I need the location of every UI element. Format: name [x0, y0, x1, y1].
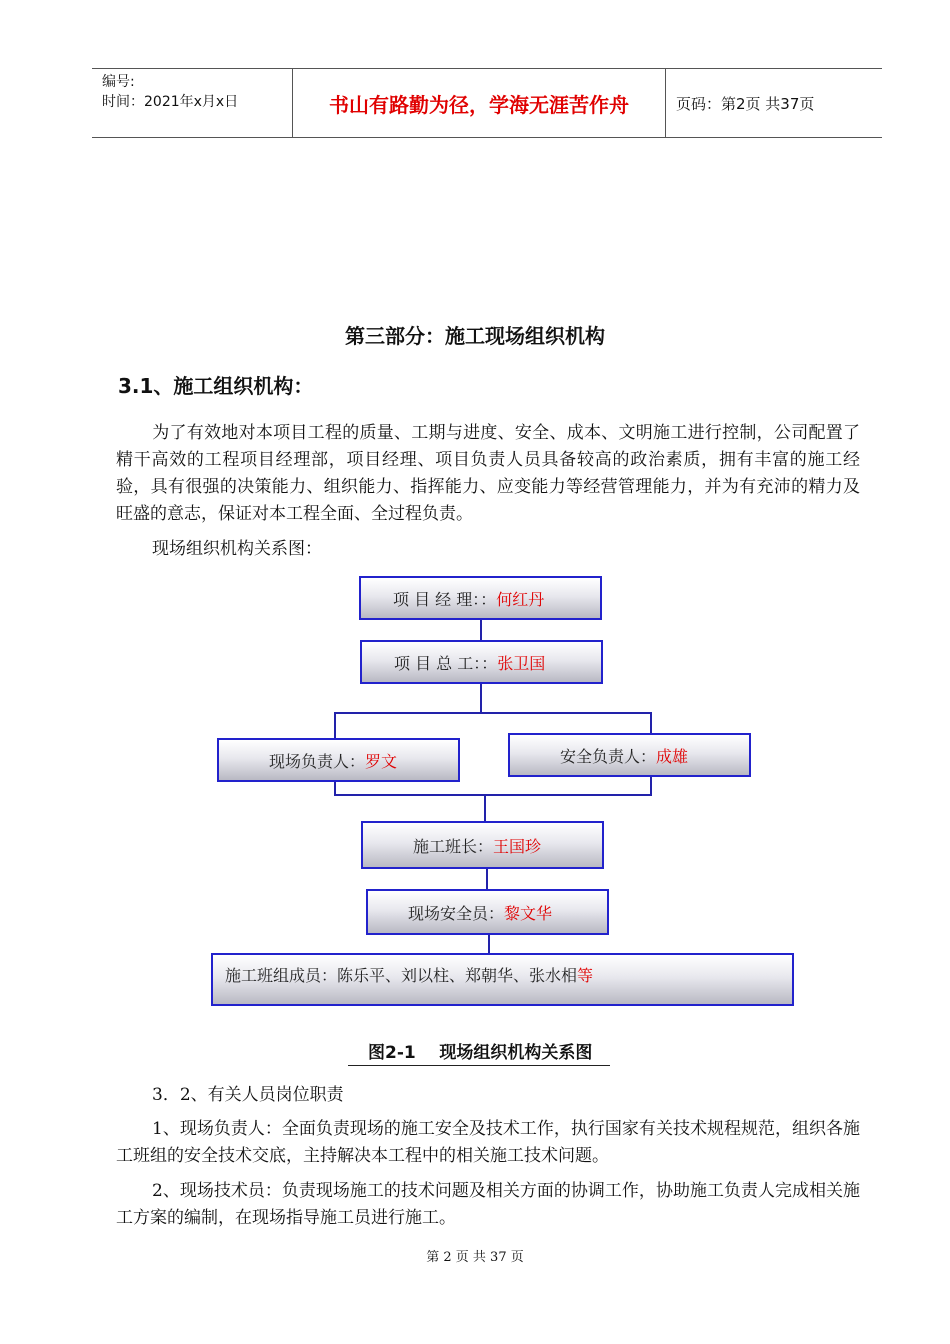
page-footer: 第 2 页 共 37 页 [426, 1250, 524, 1265]
header-time-label: 时间：2021年x月x日 [102, 94, 239, 110]
chief-engineer-name: 张卫国 [497, 653, 546, 673]
connector-top-horizontal [334, 712, 652, 714]
chart-label: 现场组织机构关系图： [152, 539, 322, 559]
header-page-info: 页码：第2页 共37页 [676, 94, 815, 113]
duty-paragraph-1 [116, 1116, 860, 1170]
figure-caption: 图2-1 现场组织机构关系图 [348, 1038, 610, 1066]
connector-foreman-safety [486, 868, 488, 890]
page-title: 第三部分：施工现场组织机构 [345, 324, 605, 348]
foreman-box [361, 821, 604, 869]
site-lead-name: 罗文 [365, 751, 398, 771]
pm-label: 项 目 经 理：： [393, 589, 497, 609]
duty-paragraph-2 [116, 1178, 860, 1232]
connector-bottom-horizontal [334, 794, 652, 796]
site-lead-label: 现场负责人： [269, 751, 366, 771]
header-number-label: 编号: [102, 74, 135, 90]
connector-pm-chief [480, 619, 482, 641]
team-members-label: 施工班组成员：陈乐平、刘以柱、郑朝华、张水相 [225, 966, 578, 985]
intro-paragraph-text: 为了有效地对本项目工程的质量、工期与进度、安全、成本、文明施工进行控制，公司配置了精干高效的工程项目经理部，项目经理、项目负责人员具备较高的政治素质，拥有丰富的施工经验，具有很强的决策能力、组织能力、指挥能力、应变能力等经营管理能力，并为有充沛的精力及旺盛的意志，保证对本工程全面、全过程负责。 [116, 423, 860, 524]
connector-safety-members [488, 934, 490, 954]
header-left-cell [92, 69, 293, 137]
section-3-2-heading: 3．2、有关人员岗位职责 [152, 1085, 344, 1105]
connector-left-drop [334, 712, 336, 739]
connector-chief-branch [480, 683, 482, 713]
duty-1-text: 1、现场负责人：全面负责现场的施工安全及技术工作，执行国家有关技术规程规范，组织各施工班组的安全技术交底，主持解决本工程中的相关施工技术问题。 [116, 1119, 860, 1166]
safety-officer-box [366, 889, 609, 935]
chief-engineer-label: 项 目 总 工：： [394, 653, 498, 673]
connector-right-drop [650, 712, 652, 734]
site-lead-box [217, 738, 460, 782]
connector-right-rise [650, 775, 652, 796]
safety-officer-name: 黎文华 [504, 903, 553, 923]
foreman-label: 施工班长： [413, 836, 494, 856]
team-members-suffix: 等 [577, 966, 594, 985]
header-motto: 书山有路勤为径，学海无涯苦作舟 [293, 69, 666, 137]
safety-officer-label: 现场安全员： [408, 903, 505, 923]
safety-lead-label: 安全负责人： [560, 746, 657, 766]
chief-engineer-box [360, 640, 603, 684]
team-members-box [211, 953, 794, 1006]
connector-merge-foreman [484, 796, 486, 821]
safety-lead-box [508, 733, 751, 777]
pm-box [359, 576, 602, 620]
foreman-name: 王国珍 [493, 836, 542, 856]
duty-2-text: 2、现场技术员：负责现场施工的技术问题及相关方面的协调工作，协助施工负责人完成相关施工方案的编制，在现场指导施工员进行施工。 [116, 1181, 860, 1228]
safety-lead-name: 成雄 [656, 746, 689, 766]
intro-paragraph [116, 420, 860, 528]
page-header [92, 68, 882, 138]
section-heading: 3.1、施工组织机构： [118, 374, 314, 398]
pm-name: 何红丹 [496, 589, 545, 609]
